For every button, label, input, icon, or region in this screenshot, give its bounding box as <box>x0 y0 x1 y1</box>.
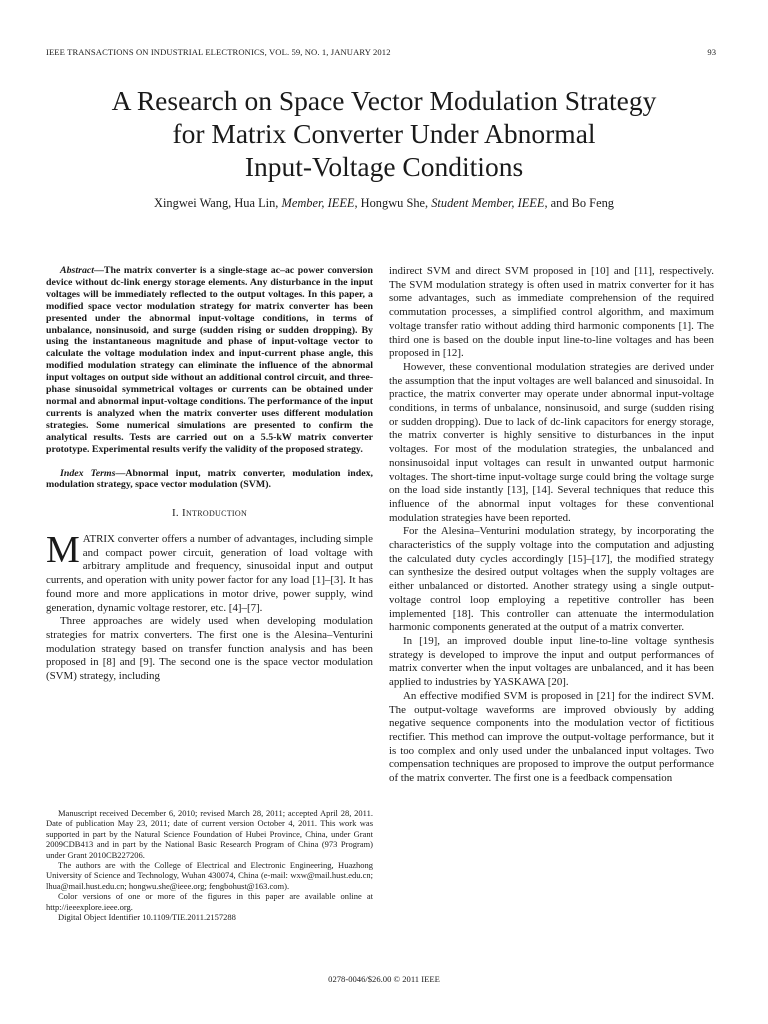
author-names: , Hongwu She, <box>354 196 432 210</box>
page-number: 93 <box>707 47 716 57</box>
right-column <box>389 265 714 786</box>
footnote-doi: Digital Object Identifier 10.1109/TIE.2011.2157288 <box>58 912 236 923</box>
author-names: Xingwei Wang, Hua Lin, <box>154 196 282 210</box>
index-terms <box>46 468 373 492</box>
section-heading <box>46 507 373 521</box>
intro-text: ATRIX converter offers a number of advantages, including simple and compact power circuit, generation of load voltage with arbitrary amplitude and frequency, sinusoidal input and output currents, and operation with unity power factor for any load [1]–[3]. It has found more and more applications in motor drive, power supply, wind generation, dynamic voltage restorer, etc. [4]–[7]. <box>46 533 373 614</box>
body-paragraph: indirect SVM and direct SVM proposed in [10] and [11], respectively. The SVM modulation strategy is often used in matrix converter for it has some advantages, such as immediate comprehension of the required commutation processes, a simplified control algorithm, and maximum voltage transfer ratio without adding third harmonic components [1]. The third one is based on the double input line-to-line voltages and has been proposed in [12]. <box>389 265 714 360</box>
footnote <box>46 808 373 922</box>
abstract <box>46 265 373 456</box>
section-title: Introduction <box>182 507 248 520</box>
paper-title <box>40 84 728 183</box>
drop-cap: M <box>46 529 80 572</box>
title-line: A Research on Space Vector Modulation Strategy <box>111 85 657 116</box>
title-line: for Matrix Converter Under Abnormal <box>172 118 596 149</box>
title-line: Input-Voltage Conditions <box>244 151 524 182</box>
intro-paragraph <box>46 529 373 615</box>
author-role: Student Member, IEEE <box>431 196 545 210</box>
author-list <box>40 196 728 211</box>
body-paragraph: For the Alesina–Venturini modulation strategy, by incorporating the characteristics of the supply voltage into the computation and adjusting the calculated duty cycles accordingly [15]–[17], the modified strategy can synthesize the desired output voltages when the supply voltages are either unbalanced or distorted. Another strategy using a single output-voltage control loop employing a repetitive controller has been implemented [18]. This controller can attenuate the intermodulation harmonic components generated at the output of a matrix converter. <box>389 525 714 634</box>
author-names: , and Bo Feng <box>544 196 614 210</box>
intro-paragraph: Three approaches are widely used when developing modulation strategies for matrix converters. The first one is the Alesina–Venturini modulation strategy based on transfer function analysis and has been proposed in [8] and [9]. The second one is the space vector modulation (SVM) strategy, including <box>46 615 373 683</box>
abstract-text: —The matrix converter is a single-stage ac–ac power conversion device without dc-link energy storage elements. Any disturbance in the input voltages will be immediately reflected to the output voltages. In this paper, a modified space vector modulation strategy for matrix converter has been presented under the abnormal input-voltage conditions, in terms of unbalance, nonsinusoid, and surge (sudden rising or sudden dropping). By using the instantaneous magnitude and phase of input-voltage vector to calculate the voltage modulation index and input-current phase angle, this modified modulation strategy can eliminate the influence of the abnormal input voltages on output side without an additional control circuit, and three-phase sinusoidal symmetrical voltages or currents can be obtained under normal and abnormal input-voltage conditions. The performance of the input currents is analyzed when the matrix converter uses different modulation strategies. Some numerical simulations are presented to confirm the analytical results. Tests are carried out on a 5.5-kW matrix converter prototype. Experimental results verify the validity of the proposed strategy. <box>46 265 373 455</box>
abstract-label: Abstract <box>60 265 95 276</box>
copyright-footer: 0278-0046/$26.00 © 2011 IEEE <box>328 974 440 984</box>
left-column <box>46 265 373 684</box>
author-role: Member, IEEE <box>281 196 355 210</box>
footnote-manuscript: Manuscript received December 6, 2010; revised March 28, 2011; accepted April 28, 2011. Date of publication May 23, 2011; date of current version October 4, 2011. This work was supported in part by the Natural Science Foundation of Hubei Province, China, under Grant 2009CDB413 and in part by the National Basic Research Program of China (973 Program) under Grant 2010CB227206. <box>46 808 373 860</box>
footnote-color: Color versions of one or more of the figures in this paper are available online at http://ieeexplore.ieee.org. <box>46 891 373 912</box>
index-terms-text: —Abnormal input, matrix converter, modulation index, modulation strategy, space vector modulation (SVM). <box>46 467 373 491</box>
journal-header: IEEE TRANSACTIONS ON INDUSTRIAL ELECTRONICS, VOL. 59, NO. 1, JANUARY 2012 <box>46 47 391 57</box>
index-terms-label: Index Terms <box>60 467 116 479</box>
body-paragraph: An effective modified SVM is proposed in [21] for the indirect SVM. The output-voltage waveforms are improved obviously by adding negative sequence components into the modulation vector of fictitious rectifier. This method can improve the output-voltage performance, but it is too complex and only used under the unbalanced input voltages. Two compensation techniques are proposed to improve the output performance of the matrix converter. The first one is a feedback compensation <box>389 689 714 785</box>
body-paragraph: However, these conventional modulation strategies are derived under the assumption that the input voltages are well balanced and sinusoidal. In practice, the matrix converter may operate under abnormal input-voltage conditions, in terms of unbalance, nonsinusoid, and surge (sudden rising or sudden dropping). Due to lack of dc-link capacitors for energy storage, the matrix converter is highly sensitive to disturbances in the input voltages. For most of the modulation strategies, the unbalanced and nonsinusoidal input voltages can result in unwanted output harmonic voltages. The short-time input-voltage surge could bring the voltage surge on the load side instantly [13], [14]. Several techniques that reduce this influence of the abnormal input voltages for these conventional modulation strategies have been reported. <box>389 360 714 524</box>
section-number: I. <box>171 507 183 520</box>
footnote-affiliation: The authors are with the College of Electrical and Electronic Engineering, Huazhong University of Science and Technology, Wuhan 430074, China (e-mail: wxw@mail.hust.edu.cn; lhua@mail.hust.edu.cn; hongwu.she@ieee.org; fengbohust@163.com). <box>46 860 373 891</box>
body-paragraph: In [19], an improved double input line-to-line voltage synthesis strategy is developed to improve the input and output performances of matrix converter when the input voltages are unbalanced, and it has been applied to industries by YASKAWA [20]. <box>389 634 714 689</box>
